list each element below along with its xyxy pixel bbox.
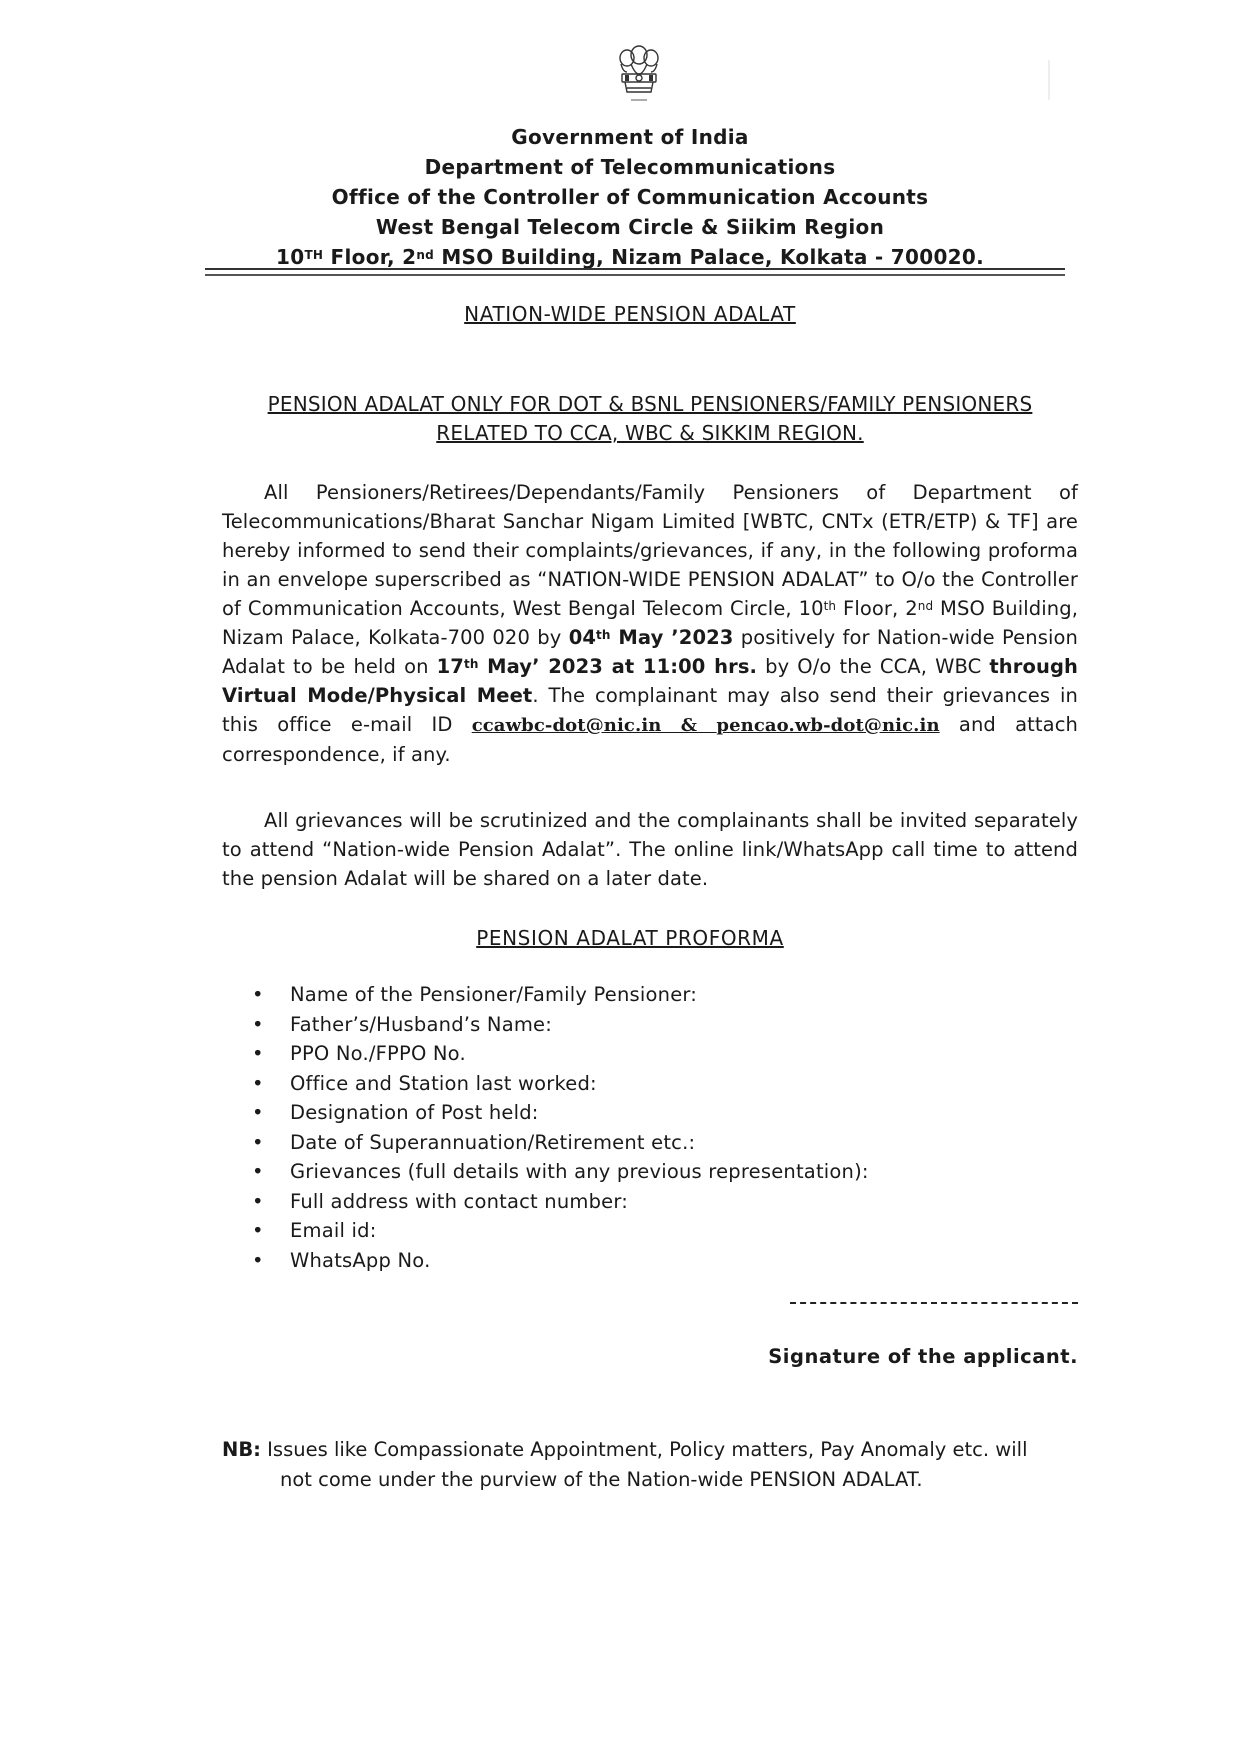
letterhead [200,122,1060,272]
meeting-mode: through Virtual Mode/Physical Meet [222,655,1079,707]
page-title: NATION-WIDE PENSION ADALAT [464,302,796,326]
adalat-day-suffix: th [463,657,479,671]
notice-paragraph [222,478,1078,769]
bullet-icon: • [252,1101,264,1124]
header-divider-secondary [205,274,1065,276]
header-office: Office of the Controller of Communication Accounts [331,185,929,209]
list-item-text: Designation of Post held: [290,1101,539,1124]
signature-label: Signature of the applicant. [768,1345,1078,1368]
signature-line [790,1302,1078,1304]
list-item [252,1039,869,1069]
list-item-text: Date of Superannuation/Retirement etc.: [290,1130,696,1154]
bullet-icon: • [252,1189,264,1213]
list-item [252,1187,869,1217]
nb-line-2: not come under the purview of the Nation-wide PENSION ADALAT. [280,1468,923,1491]
scrutiny-paragraph [222,806,1078,893]
address-floor-number: 10 [276,245,305,269]
bullet-icon: • [252,983,264,1006]
adalat-date [437,655,757,678]
para2-text: All grievances will be scrutinized and the complainants shall be invited separately to attend “Nation-wide Pension Adalat”. The online link/WhatsApp call time to attend the pension Adalat will be shared on a later date. [222,809,1078,890]
bullet-icon: • [252,1071,264,1095]
adalat-date-rest: May’ 2023 at 11:00 hrs. [478,655,758,678]
list-item-text: Name of the Pensioner/Family Pensioner: [290,983,698,1006]
list-item [252,1069,869,1099]
bullet-icon: • [252,1012,264,1036]
list-item-text: WhatsApp No. [290,1248,431,1272]
para1-part1: All Pensioners/Retirees/Dependants/Family Pensioners of Department of Telecommunications/Bharat Sanchar Nigam Limited [WBTC, CNTx (ETR/ETP) & TF] are hereby informed to send their complaints/grievances, if any, in the following proforma in an envelope superscribed as “NATION-WIDE PENSION ADALAT” to O/o the Controller of Communication Accounts, West Bengal Telecom Circle, 10 [222,481,1078,620]
submission-deadline [569,626,734,649]
list-item-text: Grievances (full details with any previous representation): [290,1160,869,1183]
para1-part2: Floor, 2 [836,597,918,620]
list-item-text: Email id: [290,1219,377,1242]
list-item-text: Full address with contact number: [290,1189,629,1213]
address-rest: MSO Building, Nizam Palace, Kolkata - 700020. [434,245,984,269]
para1-part3: MSO Building, Nizam Palace, Kolkata-700 020 by [222,597,1078,649]
list-item [252,1157,869,1187]
list-item-text: Father’s/Husband’s Name: [290,1012,553,1036]
list-item [252,1216,869,1246]
email-link[interactable]: ccawbc-dot@nic.in & pencao.wb-dot@nic.in [471,715,940,736]
para1-part6: . The complainant may also send their grievances in this office e-mail ID [222,684,1078,736]
para1-part4: positively for Nation-wide Pension Adalat to be held on [222,626,1078,678]
bullet-icon: • [252,1160,264,1183]
address-floor-suffix: TH [304,248,324,262]
proforma-title: PENSION ADALAT PROFORMA [476,926,784,950]
header-government: Government of India [511,125,749,149]
deadline-day-suffix: th [596,628,611,642]
header-divider [205,268,1065,270]
bullet-icon: • [252,1130,264,1154]
address-building-suffix: nd [416,248,435,262]
deadline-rest: May ’2023 [610,626,734,649]
list-item [252,1128,869,1158]
header-department: Department of Telecommunications [424,155,836,179]
list-item [252,980,869,1010]
scan-mark [1048,60,1050,100]
nb-label: NB: [222,1438,261,1461]
list-item [252,1010,869,1040]
list-item [252,1246,869,1276]
subheading [222,390,1078,448]
para1-part7: and attach correspondence, if any. [222,713,1078,766]
header-circle: West Bengal Telecom Circle & Siikim Region [375,215,885,239]
national-emblem-icon [613,44,665,116]
para1-part5: by O/o the CCA, WBC [757,655,990,678]
bullet-icon: • [252,1042,264,1065]
bullet-icon: • [252,1248,264,1272]
para1-sup2: nd [917,599,934,613]
list-item-text: PPO No./FPPO No. [290,1042,466,1065]
address-floor-word: Floor, 2 [323,245,417,269]
list-item-text: Office and Station last worked: [290,1071,597,1095]
bullet-icon: • [252,1219,264,1242]
subheading-line-1: PENSION ADALAT ONLY FOR DOT & BSNL PENSIONERS/FAMILY PENSIONERS [267,392,1033,416]
deadline-day: 04 [568,626,597,649]
subheading-line-2: RELATED TO CCA, WBC & SIKKIM REGION. [436,421,864,445]
nb-line-1: Issues like Compassionate Appointment, Policy matters, Pay Anomaly etc. will [260,1438,1028,1461]
para1-sup1: th [823,599,837,613]
list-item [252,1098,869,1128]
nota-bene [222,1435,1082,1495]
adalat-day: 17 [436,655,464,678]
proforma-list [252,980,869,1275]
